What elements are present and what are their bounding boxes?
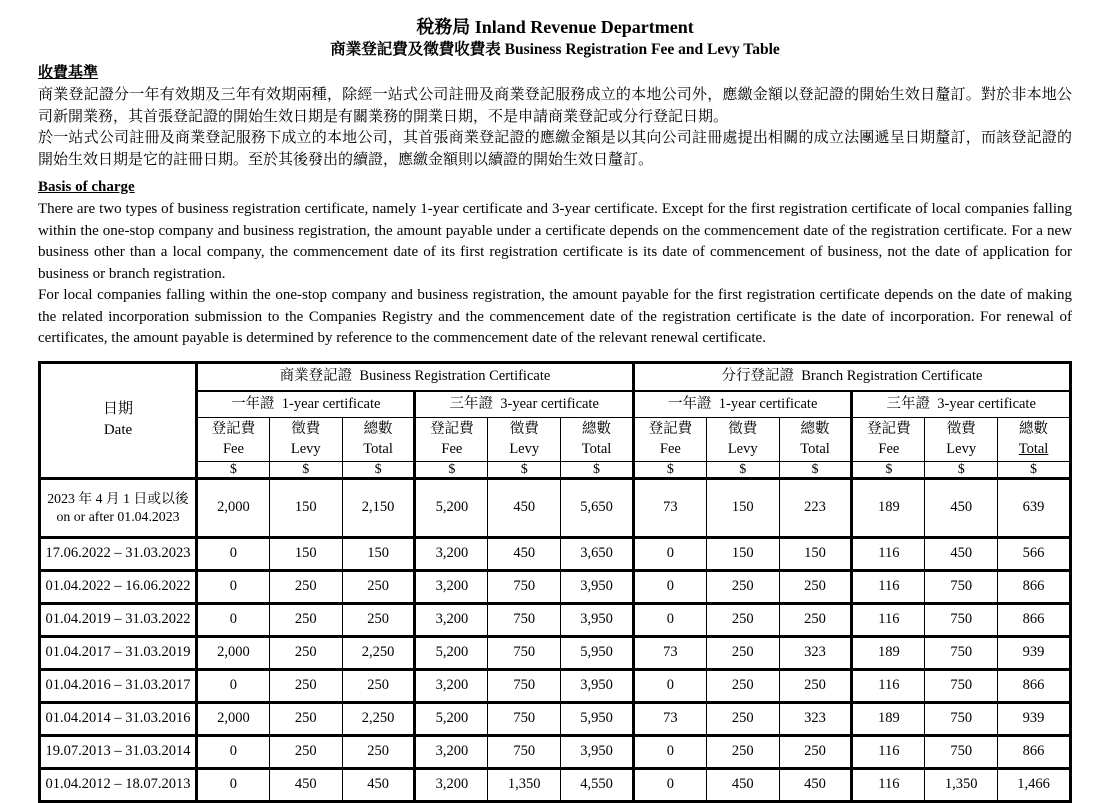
currency-header: $: [269, 461, 342, 478]
value-cell: 250: [342, 570, 415, 603]
value-cell: 116: [852, 537, 925, 570]
date-cell: 17.06.2022 – 31.03.2023: [40, 537, 197, 570]
table-row: [40, 570, 1071, 603]
value-cell: 116: [852, 735, 925, 768]
value-cell: 0: [633, 570, 706, 603]
value-cell: 250: [706, 603, 779, 636]
subgroup-header-1year: 一年證 1-year certificate: [633, 391, 851, 418]
value-cell: 1,350: [925, 768, 998, 801]
value-cell: 250: [342, 603, 415, 636]
currency-header: $: [779, 461, 852, 478]
value-cell: 250: [269, 603, 342, 636]
value-cell: 866: [998, 669, 1071, 702]
value-cell: 323: [779, 636, 852, 669]
column-header-total: 總數 Total: [342, 417, 415, 461]
value-cell: 0: [633, 768, 706, 801]
column-header-levy: 徵費 Levy: [269, 417, 342, 461]
value-cell: 3,200: [415, 603, 488, 636]
value-cell: 5,200: [415, 478, 488, 537]
value-cell: 250: [269, 735, 342, 768]
value-cell: 250: [779, 603, 852, 636]
currency-header: $: [706, 461, 779, 478]
date-cell: 2023 年 4 月 1 日或以後 on or after 01.04.2023: [40, 478, 197, 537]
value-cell: 0: [633, 603, 706, 636]
value-cell: 3,950: [561, 570, 634, 603]
table-row: [40, 669, 1071, 702]
currency-header: $: [852, 461, 925, 478]
date-cell: 01.04.2014 – 31.03.2016: [40, 702, 197, 735]
value-cell: 750: [925, 702, 998, 735]
value-cell: 450: [342, 768, 415, 801]
subgroup-header-3year: 三年證 3-year certificate: [415, 391, 633, 418]
table-row: [40, 735, 1071, 768]
value-cell: 866: [998, 603, 1071, 636]
value-cell: 1,350: [488, 768, 561, 801]
currency-header: $: [561, 461, 634, 478]
value-cell: 3,950: [561, 735, 634, 768]
value-cell: 939: [998, 636, 1071, 669]
column-header-total: 總數 Total: [561, 417, 634, 461]
value-cell: 73: [633, 702, 706, 735]
value-cell: 5,950: [561, 702, 634, 735]
value-cell: 3,200: [415, 669, 488, 702]
value-cell: 250: [269, 669, 342, 702]
value-cell: 250: [342, 735, 415, 768]
value-cell: 0: [197, 735, 270, 768]
value-cell: 0: [197, 669, 270, 702]
value-cell: 750: [925, 735, 998, 768]
currency-header: $: [342, 461, 415, 478]
value-cell: 116: [852, 768, 925, 801]
fee-table-header: [40, 362, 1071, 478]
currency-header: $: [998, 461, 1071, 478]
value-cell: 2,250: [342, 636, 415, 669]
value-cell: 750: [488, 669, 561, 702]
column-header-fee: 登記費 Fee: [197, 417, 270, 461]
date-cell: 01.04.2016 – 31.03.2017: [40, 669, 197, 702]
table-row: [40, 636, 1071, 669]
value-cell: 116: [852, 570, 925, 603]
value-cell: 223: [779, 478, 852, 537]
value-cell: 3,200: [415, 768, 488, 801]
value-cell: 0: [197, 603, 270, 636]
column-header-total: 總數 Total: [998, 417, 1071, 461]
value-cell: 750: [925, 669, 998, 702]
value-cell: 250: [269, 702, 342, 735]
value-cell: 0: [633, 735, 706, 768]
date-column-header: 日期 Date: [40, 362, 197, 478]
value-cell: 450: [925, 537, 998, 570]
group-header-branch: 分行登記證 Branch Registration Certificate: [633, 362, 1070, 391]
value-cell: 250: [779, 735, 852, 768]
basis-heading-zh: 收費基準: [38, 65, 99, 81]
column-header-levy: 徵費 Levy: [488, 417, 561, 461]
value-cell: 250: [706, 669, 779, 702]
currency-header: $: [925, 461, 998, 478]
value-cell: 0: [633, 669, 706, 702]
table-row: [40, 702, 1071, 735]
value-cell: 150: [779, 537, 852, 570]
value-cell: 750: [925, 603, 998, 636]
currency-header: $: [415, 461, 488, 478]
value-cell: 5,200: [415, 636, 488, 669]
subgroup-header-1year: 一年證 1-year certificate: [197, 391, 415, 418]
table-row: [40, 478, 1071, 537]
value-cell: 3,200: [415, 537, 488, 570]
basis-paragraph-en-1: There are two types of business registration certificate, namely 1-year certificate and 3-year certificate. Except for the first registration certificate of local companies falling within the one-stop company and business registration, the amount payable under a certificate depends on the commencement date of the registration certificate. For a new business other than a local company, the commencement date of its first registration certificate is its date of commencement of business, not the date of application for business or branch registration.: [38, 201, 1072, 282]
value-cell: 5,200: [415, 702, 488, 735]
currency-header: $: [633, 461, 706, 478]
value-cell: 2,250: [342, 702, 415, 735]
value-cell: 150: [269, 537, 342, 570]
basis-paragraph-zh-1: 商業登記證分一年有效期及三年有效期兩種，除經一站式公司註冊及商業登記服務成立的本地公司外，應繳金額以登記證的開始生效日釐訂。對於非本地公司新開業務，其首張登記證的開始生效日期是有關業務的開業日期，不是申請商業登記或分行登記日期。: [38, 87, 1072, 125]
value-cell: 189: [852, 702, 925, 735]
page-title: 稅務局 Inland Revenue Department: [416, 17, 694, 37]
table-row: [40, 537, 1071, 570]
value-cell: 0: [633, 537, 706, 570]
value-cell: 3,950: [561, 669, 634, 702]
value-cell: 189: [852, 478, 925, 537]
basis-paragraph-zh-2: 於一站式公司註冊及商業登記服務下成立的本地公司，其首張商業登記證的應繳金額是以其向公司註冊處提出相關的成立法團遞呈日期釐訂，而該登記證的開始生效日期是它的註冊日期。至於其後發出的續證，應繳金額則以續證的開始生效日釐訂。: [38, 130, 1072, 168]
column-header-fee: 登記費 Fee: [415, 417, 488, 461]
value-cell: 250: [269, 570, 342, 603]
date-cell: 01.04.2017 – 31.03.2019: [40, 636, 197, 669]
table-row: [40, 603, 1071, 636]
column-header-levy: 徵費 Levy: [925, 417, 998, 461]
value-cell: 3,950: [561, 603, 634, 636]
value-cell: 450: [488, 537, 561, 570]
value-cell: 116: [852, 669, 925, 702]
value-cell: 150: [269, 478, 342, 537]
value-cell: 750: [488, 735, 561, 768]
value-cell: 0: [197, 768, 270, 801]
value-cell: 250: [706, 636, 779, 669]
value-cell: 250: [706, 735, 779, 768]
value-cell: 750: [488, 570, 561, 603]
date-cell: 01.04.2019 – 31.03.2022: [40, 603, 197, 636]
column-header-fee: 登記費 Fee: [852, 417, 925, 461]
fee-table-body: [40, 478, 1071, 801]
value-cell: 750: [488, 636, 561, 669]
group-header-business: 商業登記證 Business Registration Certificate: [197, 362, 634, 391]
value-cell: 450: [488, 478, 561, 537]
value-cell: 323: [779, 702, 852, 735]
value-cell: 5,650: [561, 478, 634, 537]
value-cell: 1,466: [998, 768, 1071, 801]
value-cell: 866: [998, 735, 1071, 768]
table-row: [40, 768, 1071, 801]
value-cell: 566: [998, 537, 1071, 570]
value-cell: 450: [779, 768, 852, 801]
value-cell: 250: [706, 702, 779, 735]
value-cell: 3,200: [415, 570, 488, 603]
value-cell: 866: [998, 570, 1071, 603]
basis-paragraph-en-2: For local companies falling within the one-stop company and business registration, the amount payable for the first registration certificate depends on the date of making the related incorporation submission to the Companies Registry and the commencement date of the registration certificate is the date of incorporation. For renewal of certificates, the amount payable is determined by reference to the commencement date of the relevant renewal certificate.: [38, 287, 1072, 346]
value-cell: 150: [342, 537, 415, 570]
value-cell: 3,650: [561, 537, 634, 570]
value-cell: 2,150: [342, 478, 415, 537]
value-cell: 639: [998, 478, 1071, 537]
column-header-fee: 登記費 Fee: [633, 417, 706, 461]
value-cell: 750: [925, 570, 998, 603]
fee-levy-table: [38, 361, 1072, 803]
value-cell: 189: [852, 636, 925, 669]
date-cell: 01.04.2022 – 16.06.2022: [40, 570, 197, 603]
currency-header: $: [488, 461, 561, 478]
date-cell: 01.04.2012 – 18.07.2013: [40, 768, 197, 801]
header-row-groups: [40, 362, 1071, 391]
value-cell: 73: [633, 636, 706, 669]
page-subtitle: 商業登記費及徵費收費表 Business Registration Fee and Levy Table: [330, 41, 780, 58]
value-cell: 2,000: [197, 702, 270, 735]
value-cell: 750: [488, 603, 561, 636]
subgroup-header-3year: 三年證 3-year certificate: [852, 391, 1071, 418]
value-cell: 2,000: [197, 636, 270, 669]
basis-heading-en: Basis of charge: [38, 179, 135, 195]
value-cell: 2,000: [197, 478, 270, 537]
column-header-levy: 徵費 Levy: [706, 417, 779, 461]
value-cell: 450: [269, 768, 342, 801]
value-cell: 150: [706, 478, 779, 537]
value-cell: 250: [269, 636, 342, 669]
column-header-total: 總數 Total: [779, 417, 852, 461]
value-cell: 116: [852, 603, 925, 636]
currency-header: $: [197, 461, 270, 478]
value-cell: 250: [779, 669, 852, 702]
value-cell: 0: [197, 537, 270, 570]
date-cell: 19.07.2013 – 31.03.2014: [40, 735, 197, 768]
value-cell: 4,550: [561, 768, 634, 801]
value-cell: 3,200: [415, 735, 488, 768]
value-cell: 450: [706, 768, 779, 801]
value-cell: 250: [779, 570, 852, 603]
value-cell: 73: [633, 478, 706, 537]
value-cell: 150: [706, 537, 779, 570]
value-cell: 250: [706, 570, 779, 603]
value-cell: 450: [925, 478, 998, 537]
value-cell: 250: [342, 669, 415, 702]
value-cell: 5,950: [561, 636, 634, 669]
value-cell: 0: [197, 570, 270, 603]
value-cell: 939: [998, 702, 1071, 735]
value-cell: 750: [488, 702, 561, 735]
value-cell: 750: [925, 636, 998, 669]
